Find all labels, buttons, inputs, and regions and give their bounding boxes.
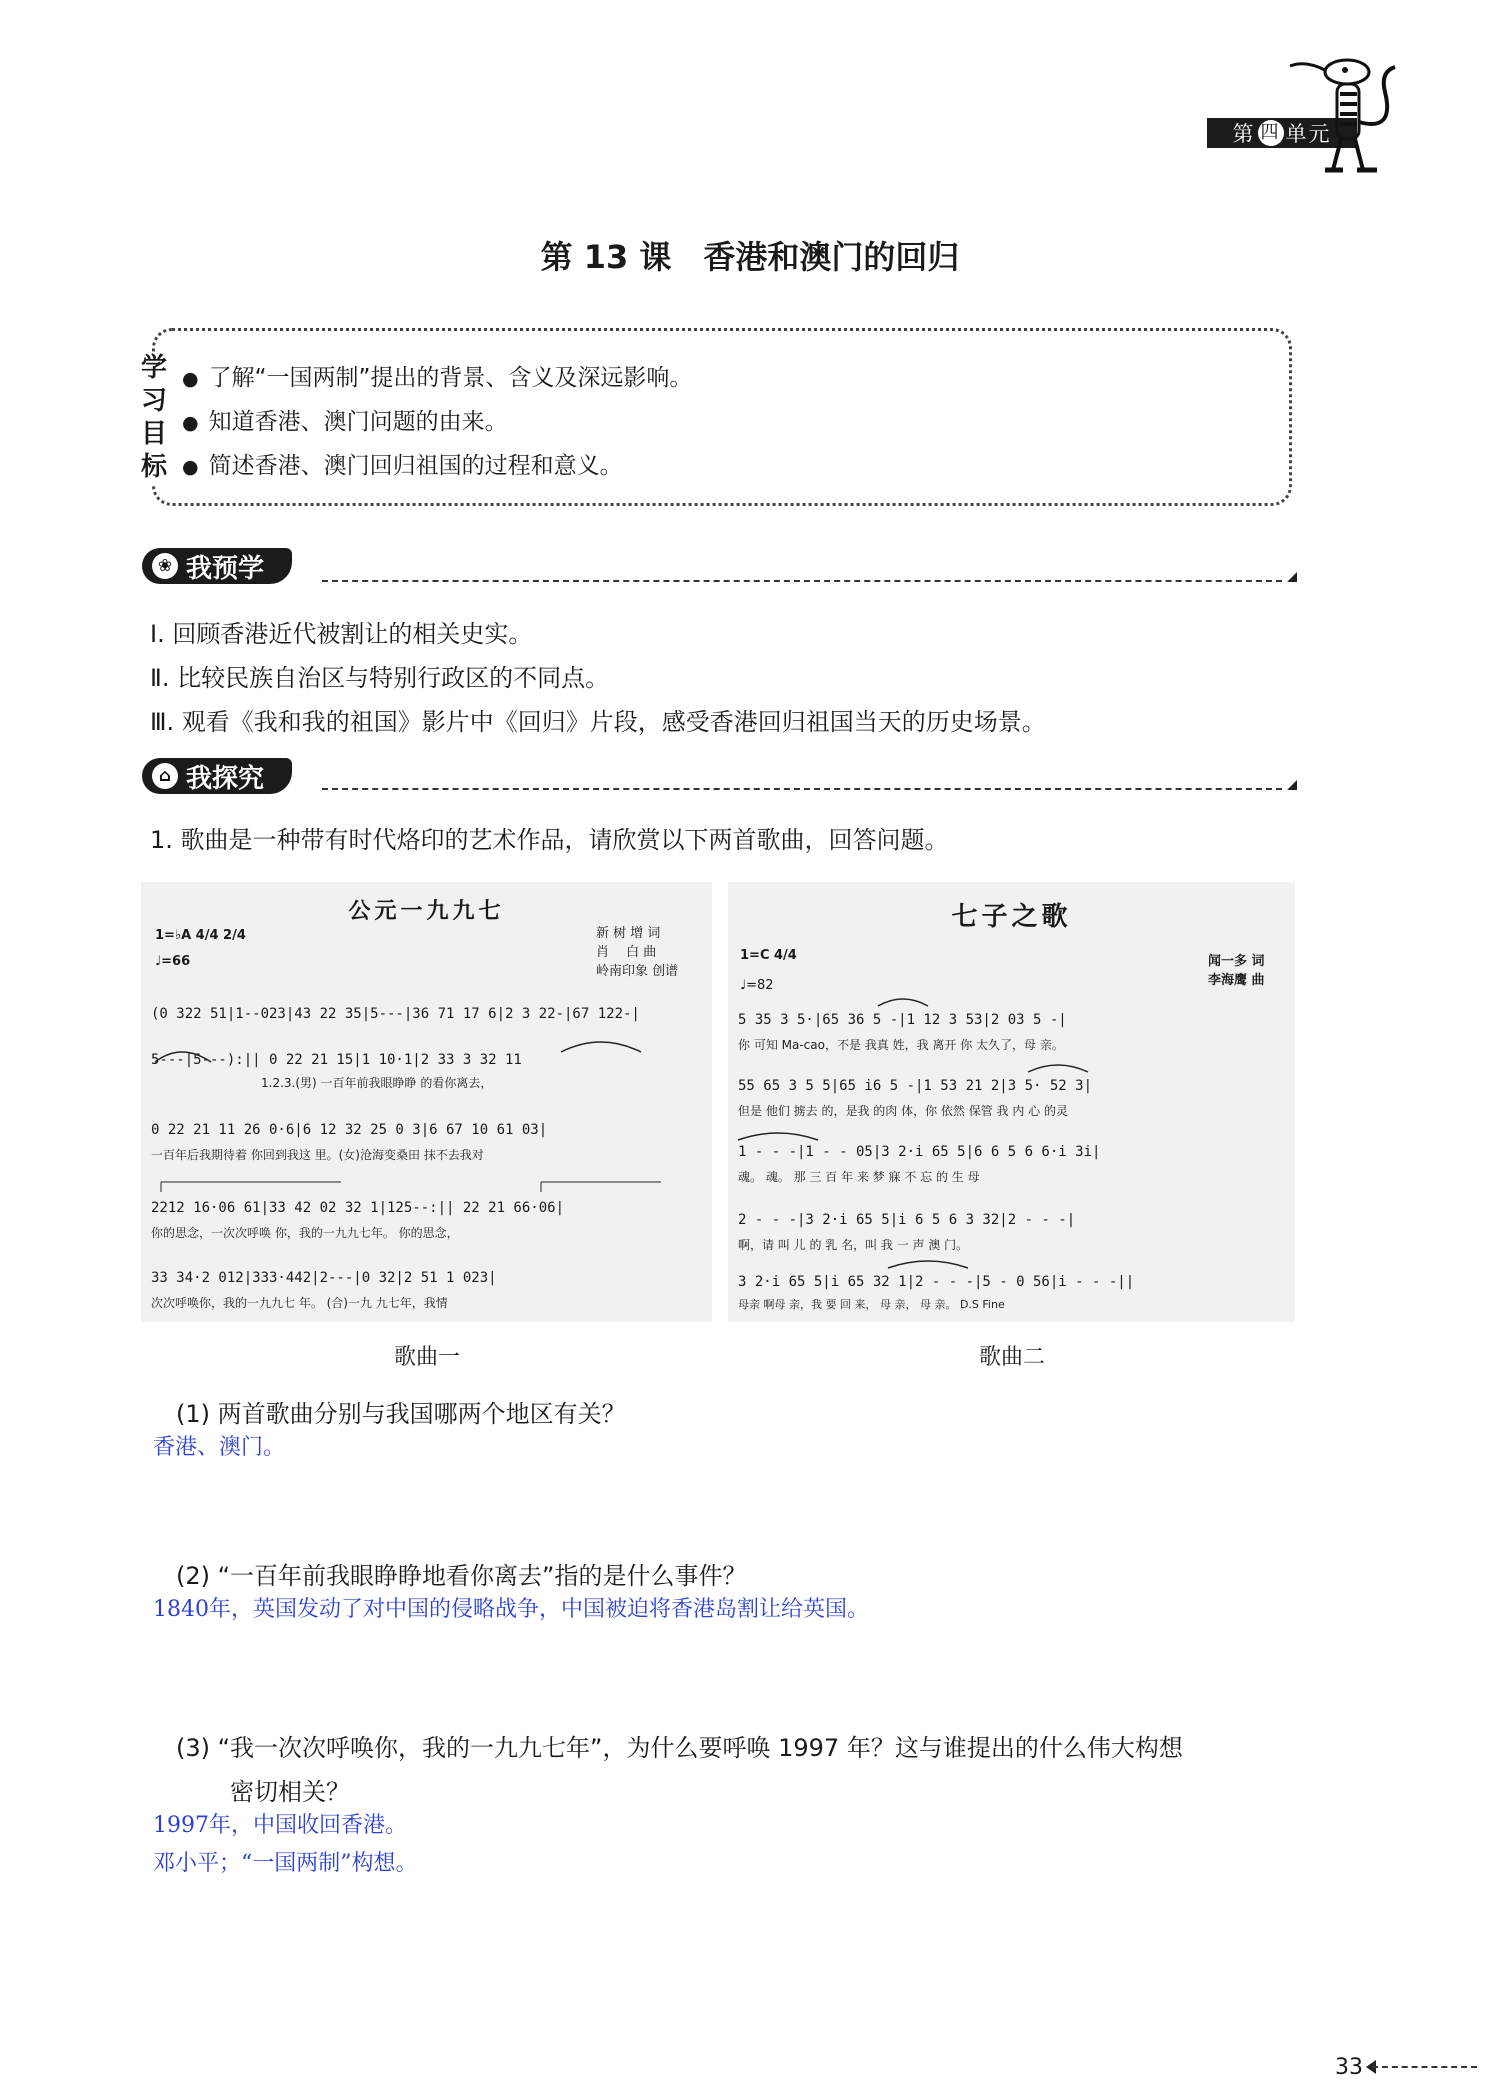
- side-char: 学: [140, 353, 167, 383]
- objectives-list: [182, 357, 692, 489]
- song1-score: [141, 882, 712, 1322]
- score-row: 0 22 21 11 26 0·6|6 12 32 25 0 3|6 67 10 61 03|: [151, 1122, 548, 1138]
- answer-3b: 邓小平；“一国两制”构想。: [153, 1851, 418, 1876]
- lyric-row: 但是 他们 掳去 的，是我 的肉 体，你 依然 保管 我 内 心 的灵: [738, 1104, 1068, 1118]
- credit-line: 肖 白 曲: [596, 945, 657, 960]
- score-row: 33 34·2 012|333·442|2---|0 32|2 51 1 023|: [151, 1270, 497, 1286]
- section-divider: [322, 788, 1282, 790]
- swirl-icon: ❀: [152, 553, 178, 579]
- credit-line: 岭南印象 创谱: [596, 964, 679, 979]
- section-explore-title: 我探究: [186, 763, 265, 794]
- page-arrow-line: [1372, 2066, 1477, 2068]
- section-explore-header: [142, 758, 292, 794]
- score-row: 5 35 3 5·|65 36 5 -|1 12 3 53|2 03 5 -|: [738, 1012, 1067, 1028]
- song1-key: 1=♭A 4/4 2/4: [155, 928, 246, 943]
- lyric-row: 啊，请 叫 儿 的 乳 名，叫 我 一 声 澳 门。: [738, 1238, 969, 1252]
- unit-prefix: 第: [1232, 122, 1256, 146]
- section-divider: [322, 580, 1282, 582]
- sub-question-2: (2) “一百年前我眼睁睁地看你离去”指的是什么事件？: [176, 1562, 747, 1590]
- song2-caption: 歌曲二: [978, 1345, 1045, 1370]
- section-preview-header: [142, 548, 292, 584]
- answer-1: 香港、澳门。: [153, 1435, 286, 1460]
- objective-item: ● 知道香港、澳门问题的由来。: [182, 401, 692, 445]
- credit-line: 李海鹰 曲: [1208, 973, 1265, 988]
- answer-3a: 1997年，中国收回香港。: [153, 1813, 407, 1838]
- objectives-side-label: [140, 352, 168, 484]
- score-row: 3 2·i 65 5|i 65 32 1|2 - - -|5 - 0 56|i - - -||: [738, 1274, 1135, 1290]
- song1-tempo: ♩=66: [155, 954, 191, 969]
- lyric-row: 一百年后我期待着 你回到我这 里。(女)沧海变桑田 抹不去我对: [151, 1148, 484, 1162]
- sub-question-3-cont: 密切相关？: [230, 1778, 350, 1806]
- side-char: 目: [140, 419, 167, 449]
- objective-item: ● 了解“一国两制”提出的背景、含义及深远影响。: [182, 357, 692, 401]
- unit-suffix: 单元: [1285, 122, 1332, 146]
- song2-key: 1=C 4/4: [740, 948, 797, 963]
- lyric-row: 1.2.3.(男) 一百年前我眼睁睁 的看你离去，: [261, 1076, 493, 1090]
- lyric-row: 次次呼唤你，我的一九九七 年。 (合)一九 九七年，我情: [151, 1296, 448, 1310]
- sub-question-3: (3) “我一次次呼唤你，我的一九九七年”，为什么要呼唤 1997 年？这与谁提出的什么伟大构想: [176, 1734, 1183, 1762]
- score-row: 5---|5---):|| 0 22 21 15|1 10·1|2 33 3 32 11: [151, 1052, 522, 1068]
- lyric-row: 魂。 魂。 那 三 百 年 来 梦 寐 不 忘 的 生 母: [738, 1170, 980, 1184]
- corner-triangle-icon: [1287, 572, 1297, 582]
- corner-triangle-icon: [1287, 780, 1297, 790]
- song1-slur-marks: [141, 882, 712, 1322]
- unit-number: 四: [1258, 120, 1284, 146]
- objective-item: ● 简述香港、澳门回归祖国的过程和意义。: [182, 445, 692, 489]
- page-number: 33: [1335, 2055, 1363, 2080]
- score-row: (0 322 51|1--023|43 22 35|5---|36 71 17 6|2 3 22-|67 122-|: [151, 1006, 640, 1022]
- question-1: 1. 歌曲是一种带有时代烙印的艺术作品，请欣赏以下两首歌曲，回答问题。: [150, 826, 949, 854]
- song1-caption: 歌曲一: [393, 1345, 460, 1370]
- song2-tempo: ♩=82: [740, 978, 774, 993]
- song2-title: 七子之歌: [951, 902, 1072, 932]
- preview-item: Ⅲ. 观看《我和我的祖国》影片中《回归》片段，感受香港回归祖国当天的历史场景。: [150, 708, 1046, 736]
- song2-score: [728, 882, 1295, 1322]
- preview-item: Ⅱ. 比较民族自治区与特别行政区的不同点。: [150, 664, 610, 692]
- score-row: 2 - - -|3 2·i 65 5|i 6 5 6 3 32|2 - - -|: [738, 1212, 1076, 1228]
- preview-list: [150, 612, 1046, 744]
- score-row: 2212 16·06 61|33 42 02 32 1|125--:|| 22 21 66·06|: [151, 1200, 565, 1216]
- side-char: 标: [140, 452, 167, 482]
- song2-slur-marks: [728, 882, 1295, 1322]
- section-preview-pill: [142, 548, 292, 584]
- song1-title: 公元一九九七: [348, 899, 505, 924]
- preview-item: Ⅰ. 回顾香港近代被割让的相关史实。: [150, 620, 533, 648]
- lamp-icon: ⌂: [152, 763, 178, 789]
- sub-question-1: (1) 两首歌曲分别与我国哪两个地区有关？: [176, 1400, 626, 1428]
- score-row: 55 65 3 5 5|65 i6 5 -|1 53 21 2|3 5· 52 3|: [738, 1078, 1093, 1094]
- lyric-row: 母亲 啊母 亲，我 要 回 来， 母 亲， 母 亲。 D.S Fine: [738, 1298, 1005, 1311]
- credit-line: 新 树 增 词: [596, 926, 661, 941]
- lyric-row: 你的思念，一次次呼唤 你，我的一九九七年。 你的思念，: [151, 1226, 459, 1240]
- side-char: 习: [140, 386, 167, 416]
- lesson-title: 第 13 课 香港和澳门的回归: [540, 238, 960, 276]
- score-row: 1 - - -|1 - - 05|3 2·i 65 5|6 6 5 6 6·i 3i|: [738, 1144, 1101, 1160]
- tiger-mascot-icon: [1285, 52, 1415, 182]
- credit-line: 闻一多 词: [1208, 954, 1265, 969]
- section-preview-title: 我预学: [186, 553, 265, 584]
- answer-2: 1840年，英国发动了对中国的侵略战争，中国被迫将香港岛割让给英国。: [153, 1597, 869, 1622]
- lyric-row: 你 可知 Ma-cao，不是 我真 姓，我 离开 你 太久了，母 亲。: [738, 1038, 1064, 1052]
- section-explore-pill: [142, 758, 292, 794]
